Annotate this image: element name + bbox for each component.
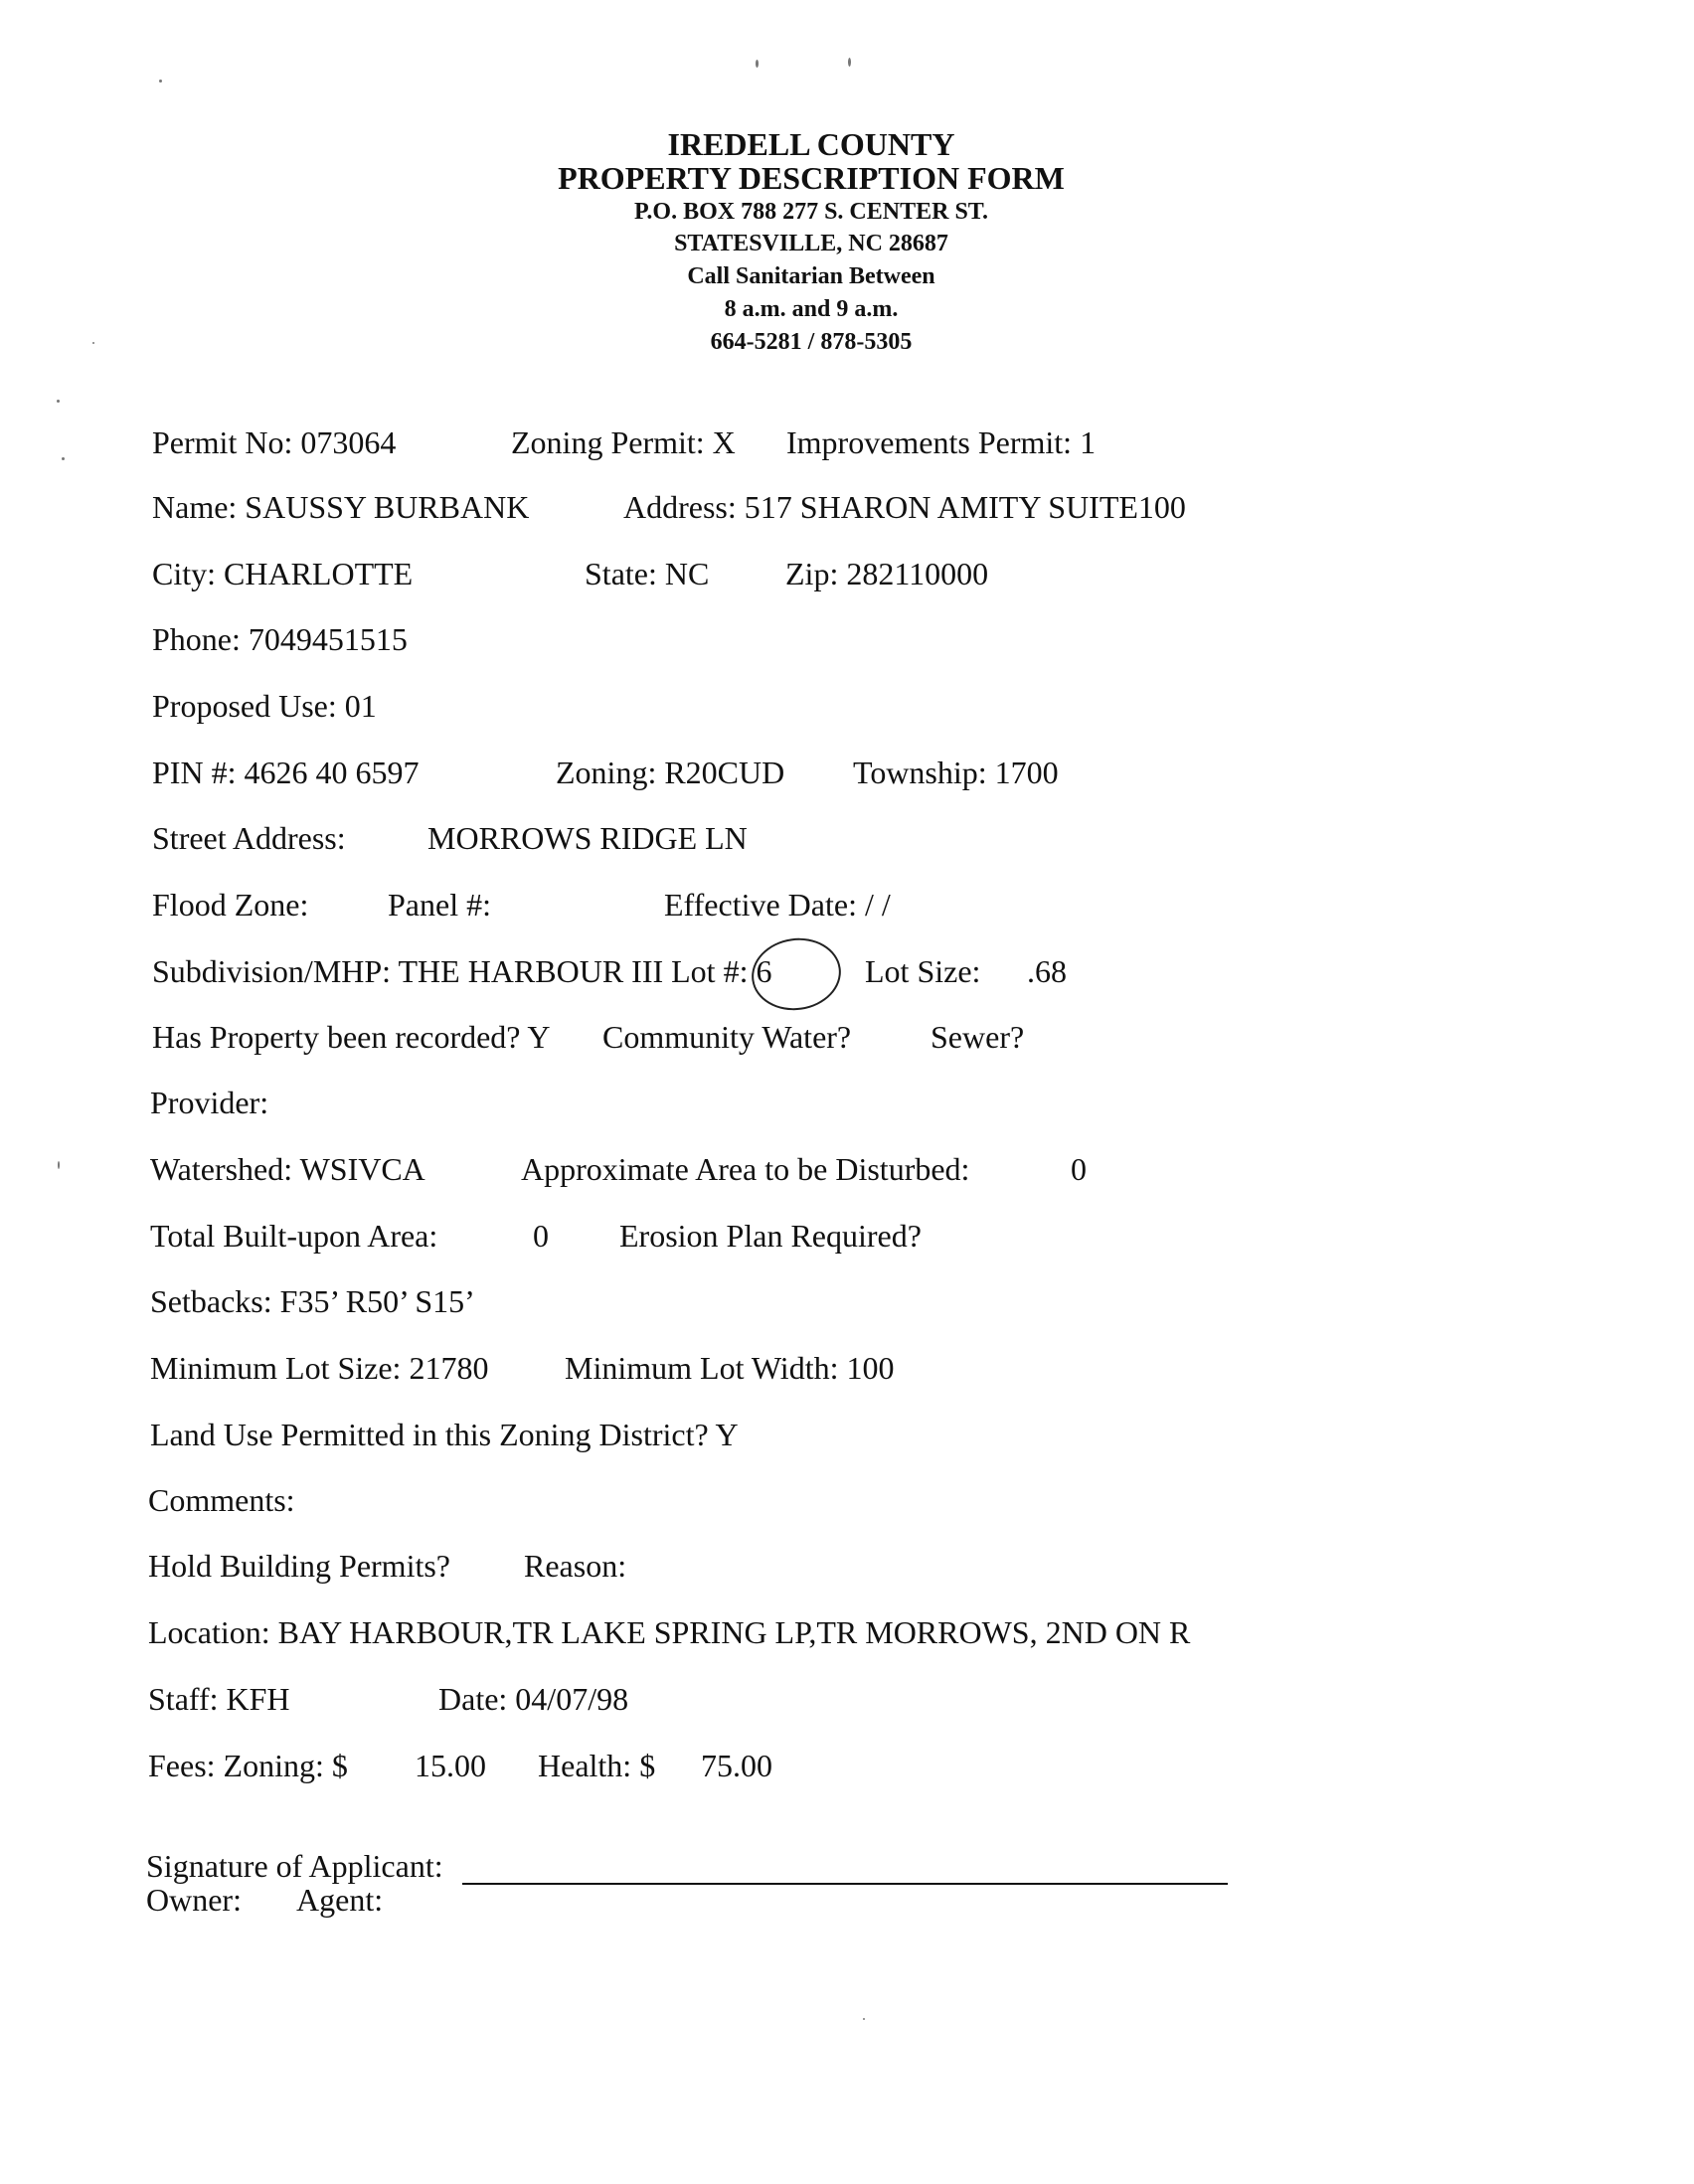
minimum-lot-width: Minimum Lot Width: 100 — [565, 1350, 895, 1386]
street-address-label: Street Address: — [152, 820, 346, 856]
applicant-city: City: CHARLOTTE — [152, 556, 414, 591]
fees-health-label: Health: $ — [538, 1748, 656, 1783]
permit-number: Permit No: 073064 — [152, 424, 397, 460]
sewer: Sewer? — [931, 1019, 1025, 1055]
city-line: STATESVILLE, NC 28687 — [674, 231, 948, 256]
applicant-state: State: NC — [585, 556, 710, 591]
built-upon-area-value: 0 — [533, 1218, 549, 1254]
improvements-permit: Improvements Permit: 1 — [786, 424, 1097, 460]
lot-size-label: Lot Size: — [865, 953, 981, 989]
minimum-lot-size: Minimum Lot Size: 21780 — [150, 1350, 489, 1386]
form-date: Date: 04/07/98 — [438, 1681, 629, 1717]
form-title: PROPERTY DESCRIPTION FORM — [558, 160, 1065, 196]
approx-area-label: Approximate Area to be Disturbed: — [521, 1151, 970, 1187]
erosion-plan: Erosion Plan Required? — [619, 1218, 922, 1254]
built-upon-area-label: Total Built-upon Area: — [150, 1218, 438, 1254]
effective-date: Effective Date: / / — [664, 887, 891, 923]
zoning: Zoning: R20CUD — [556, 755, 785, 790]
township: Township: 1700 — [853, 755, 1059, 790]
subdivision: Subdivision/MHP: THE HARBOUR III Lot #: 6 — [152, 953, 772, 989]
fees-zoning-value: 15.00 — [415, 1748, 486, 1783]
setbacks: Setbacks: F35’ R50’ S15’ — [150, 1283, 475, 1319]
applicant-zip: Zip: 282110000 — [785, 556, 989, 591]
provider: Provider: — [150, 1085, 269, 1120]
pin-number: PIN #: 4626 40 6597 — [152, 755, 420, 790]
owner-label: Owner: — [146, 1882, 242, 1918]
scan-speck — [92, 342, 94, 344]
applicant-phone: Phone: 7049451515 — [152, 621, 408, 657]
phone-numbers: 664-5281 / 878-5305 — [710, 329, 913, 355]
community-water: Community Water? — [602, 1019, 852, 1055]
scan-speck — [57, 400, 60, 403]
staff: Staff: KFH — [148, 1681, 290, 1717]
fees-health-value: 75.00 — [701, 1748, 772, 1783]
panel-number: Panel #: — [388, 887, 491, 923]
signature-label: Signature of Applicant: — [146, 1848, 443, 1884]
comments: Comments: — [148, 1482, 295, 1518]
watershed: Watershed: WSIVCA — [150, 1151, 425, 1187]
call-instructions: Call Sanitarian Between — [687, 263, 935, 289]
land-use-permitted: Land Use Permitted in this Zoning District? Y — [150, 1417, 739, 1452]
lot-size-value: .68 — [1027, 953, 1067, 989]
signature-line — [462, 1883, 1228, 1885]
location: Location: BAY HARBOUR,TR LAKE SPRING LP,TR MORROWS, 2ND ON R — [148, 1614, 1191, 1650]
scan-speck — [756, 60, 759, 68]
scan-speck — [863, 2018, 865, 2020]
fees-zoning-label: Fees: Zoning: $ — [148, 1748, 348, 1783]
agent-label: Agent: — [296, 1882, 384, 1918]
approx-area-value: 0 — [1071, 1151, 1087, 1187]
scan-speck — [159, 80, 162, 83]
scan-speck — [58, 1161, 60, 1169]
applicant-address: Address: 517 SHARON AMITY SUITE100 — [623, 489, 1186, 525]
hold-building-permits: Hold Building Permits? — [148, 1548, 450, 1584]
property-recorded: Has Property been recorded? Y — [152, 1019, 551, 1055]
hand-drawn-circle — [747, 932, 845, 1016]
proposed-use: Proposed Use: 01 — [152, 688, 377, 724]
applicant-name: Name: SAUSSY BURBANK — [152, 489, 530, 525]
scan-speck — [62, 457, 65, 460]
call-hours: 8 a.m. and 9 a.m. — [724, 296, 899, 322]
street-address-value: MORROWS RIDGE LN — [427, 820, 748, 856]
mailing-address: P.O. BOX 788 277 S. CENTER ST. — [633, 199, 989, 225]
scan-speck — [848, 58, 851, 67]
county-heading: IREDELL COUNTY — [667, 126, 955, 162]
hold-reason: Reason: — [524, 1548, 627, 1584]
flood-zone: Flood Zone: — [152, 887, 309, 923]
zoning-permit: Zoning Permit: X — [511, 424, 736, 460]
